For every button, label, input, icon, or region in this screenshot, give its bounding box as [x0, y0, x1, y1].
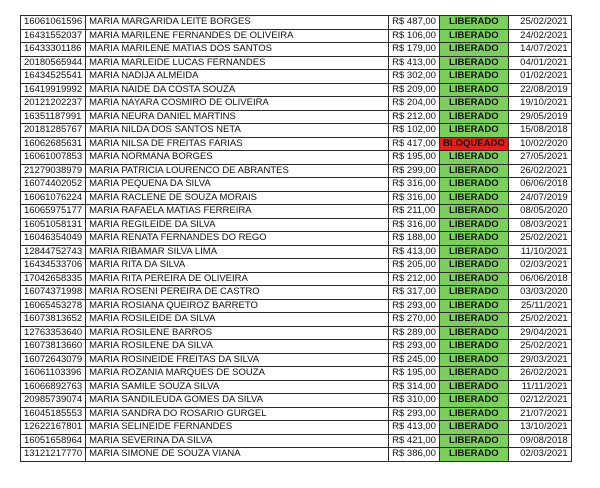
- date-cell: 25/02/2021: [508, 16, 571, 30]
- amount-cell: R$ 270,00: [389, 313, 440, 327]
- id-cell: 20180565944: [21, 56, 86, 70]
- status-badge: LIBERADO: [439, 434, 508, 448]
- table-row: [21, 97, 572, 111]
- name-cell: MARIA NADIJA ALMEIDA: [86, 70, 389, 84]
- date-cell: 25/11/2021: [508, 299, 571, 313]
- id-cell: 16066892763: [21, 380, 86, 394]
- amount-cell: R$ 310,00: [389, 394, 440, 408]
- name-cell: MARIA REGILEIDE DA SILVA: [86, 218, 389, 232]
- amount-cell: R$ 212,00: [389, 272, 440, 286]
- id-cell: 16419919992: [21, 83, 86, 97]
- id-cell: 16045185553: [21, 407, 86, 421]
- status-badge: LIBERADO: [439, 151, 508, 165]
- name-cell: MARIA ROSINEIDE FREITAS DA SILVA: [86, 353, 389, 367]
- name-cell: MARIA ROSIANA QUEIROZ BARRETO: [86, 299, 389, 313]
- id-cell: 16061103396: [21, 367, 86, 381]
- date-cell: 24/07/2019: [508, 191, 571, 205]
- amount-cell: R$ 204,00: [389, 97, 440, 111]
- id-cell: 16061007853: [21, 151, 86, 165]
- amount-cell: R$ 316,00: [389, 191, 440, 205]
- date-cell: 08/05/2020: [508, 205, 571, 219]
- table-row: [21, 380, 572, 394]
- id-cell: 16046354049: [21, 232, 86, 246]
- amount-cell: R$ 316,00: [389, 218, 440, 232]
- date-cell: 11/10/2021: [508, 245, 571, 259]
- date-cell: 29/05/2019: [508, 110, 571, 124]
- beneficiary-table: [20, 15, 572, 462]
- id-cell: 16072643079: [21, 353, 86, 367]
- id-cell: 16434525541: [21, 70, 86, 84]
- date-cell: 25/02/2021: [508, 340, 571, 354]
- amount-cell: R$ 299,00: [389, 164, 440, 178]
- amount-cell: R$ 188,00: [389, 232, 440, 246]
- name-cell: MARIA PATRICIA LOURENCO DE ABRANTES: [86, 164, 389, 178]
- status-badge: LIBERADO: [439, 272, 508, 286]
- id-cell: 16434533706: [21, 259, 86, 273]
- table-body: [21, 16, 572, 462]
- amount-cell: R$ 245,00: [389, 353, 440, 367]
- amount-cell: R$ 413,00: [389, 56, 440, 70]
- table-row: [21, 232, 572, 246]
- id-cell: 16073813652: [21, 313, 86, 327]
- table-row: [21, 83, 572, 97]
- status-badge: LIBERADO: [439, 218, 508, 232]
- status-badge: LIBERADO: [439, 164, 508, 178]
- date-cell: 06/06/2018: [508, 178, 571, 192]
- status-badge: LIBERADO: [439, 259, 508, 273]
- id-cell: 16073813660: [21, 340, 86, 354]
- table-row: [21, 259, 572, 273]
- amount-cell: R$ 211,00: [389, 205, 440, 219]
- status-badge: LIBERADO: [439, 448, 508, 462]
- table-row: [21, 299, 572, 313]
- name-cell: MARIA ROSENI PEREIRA DE CASTRO: [86, 286, 389, 300]
- amount-cell: R$ 417,00: [389, 137, 440, 151]
- table-row: [21, 394, 572, 408]
- status-badge: LIBERADO: [439, 313, 508, 327]
- status-badge: LIBERADO: [439, 353, 508, 367]
- date-cell: 22/08/2019: [508, 83, 571, 97]
- date-cell: 27/05/2021: [508, 151, 571, 165]
- id-cell: 16074402052: [21, 178, 86, 192]
- amount-cell: R$ 293,00: [389, 340, 440, 354]
- date-cell: 15/08/2018: [508, 124, 571, 138]
- status-badge: LIBERADO: [439, 16, 508, 30]
- table-row: [21, 326, 572, 340]
- name-cell: MARIA NEURA DANIEL MARTINS: [86, 110, 389, 124]
- amount-cell: R$ 293,00: [389, 299, 440, 313]
- name-cell: MARIA RACLENE DE SOUZA MORAIS: [86, 191, 389, 205]
- amount-cell: R$ 205,00: [389, 259, 440, 273]
- table-row: [21, 434, 572, 448]
- name-cell: MARIA NILDA DOS SANTOS NETA: [86, 124, 389, 138]
- id-cell: 16065975177: [21, 205, 86, 219]
- name-cell: MARIA SAMILE SOUZA SILVA: [86, 380, 389, 394]
- date-cell: 24/02/2021: [508, 29, 571, 43]
- status-badge: LIBERADO: [439, 83, 508, 97]
- status-badge: LIBERADO: [439, 232, 508, 246]
- table-row: [21, 353, 572, 367]
- name-cell: MARIA NORMANA BORGES: [86, 151, 389, 165]
- table-row: [21, 407, 572, 421]
- id-cell: 20181285767: [21, 124, 86, 138]
- date-cell: 29/04/2021: [508, 326, 571, 340]
- name-cell: MARIA PEQUENA DA SILVA: [86, 178, 389, 192]
- name-cell: MARIA ROSILENE BARROS: [86, 326, 389, 340]
- status-badge: LIBERADO: [439, 421, 508, 435]
- table-row: [21, 205, 572, 219]
- name-cell: MARIA MARILENE FERNANDES DE OLIVEIRA: [86, 29, 389, 43]
- name-cell: MARIA NAYARA COSMIRO DE OLIVEIRA: [86, 97, 389, 111]
- table-row: [21, 367, 572, 381]
- table-row: [21, 43, 572, 57]
- date-cell: 09/08/2018: [508, 434, 571, 448]
- id-cell: 16061061596: [21, 16, 86, 30]
- id-cell: 12844752743: [21, 245, 86, 259]
- amount-cell: R$ 102,00: [389, 124, 440, 138]
- table-row: [21, 151, 572, 165]
- name-cell: MARIA ROSILEIDE DA SILVA: [86, 313, 389, 327]
- amount-cell: R$ 302,00: [389, 70, 440, 84]
- id-cell: 12622167801: [21, 421, 86, 435]
- status-badge: LIBERADO: [439, 110, 508, 124]
- date-cell: 02/12/2021: [508, 394, 571, 408]
- status-badge: LIBERADO: [439, 97, 508, 111]
- table-row: [21, 313, 572, 327]
- amount-cell: R$ 487,00: [389, 16, 440, 30]
- amount-cell: R$ 293,00: [389, 407, 440, 421]
- status-badge: LIBERADO: [439, 380, 508, 394]
- table-row: [21, 16, 572, 30]
- id-cell: 17042658335: [21, 272, 86, 286]
- id-cell: 16051058131: [21, 218, 86, 232]
- status-badge: LIBERADO: [439, 245, 508, 259]
- amount-cell: R$ 316,00: [389, 178, 440, 192]
- name-cell: MARIA ROZANIA MARQUES DE SOUZA: [86, 367, 389, 381]
- name-cell: MARIA SANDILEUDA GOMES DA SILVA: [86, 394, 389, 408]
- status-badge: LIBERADO: [439, 286, 508, 300]
- status-badge: LIBERADO: [439, 70, 508, 84]
- amount-cell: R$ 413,00: [389, 245, 440, 259]
- id-cell: 16074371998: [21, 286, 86, 300]
- name-cell: MARIA NILSA DE FREITAS FARIAS: [86, 137, 389, 151]
- id-cell: 12763353640: [21, 326, 86, 340]
- status-badge: LIBERADO: [439, 124, 508, 138]
- date-cell: 06/06/2018: [508, 272, 571, 286]
- table-row: [21, 448, 572, 462]
- amount-cell: R$ 209,00: [389, 83, 440, 97]
- table-row: [21, 178, 572, 192]
- date-cell: 14/07/2021: [508, 43, 571, 57]
- date-cell: 10/02/2020: [508, 137, 571, 151]
- status-badge: LIBERADO: [439, 205, 508, 219]
- amount-cell: R$ 195,00: [389, 151, 440, 165]
- name-cell: MARIA SEVERINA DA SILVA: [86, 434, 389, 448]
- status-badge: LIBERADO: [439, 340, 508, 354]
- date-cell: 04/01/2021: [508, 56, 571, 70]
- name-cell: MARIA RIBAMAR SILVA LIMA: [86, 245, 389, 259]
- table-row: [21, 421, 572, 435]
- date-cell: 25/02/2021: [508, 313, 571, 327]
- status-badge: LIBERADO: [439, 407, 508, 421]
- table-row: [21, 124, 572, 138]
- name-cell: MARIA SELINEIDE FERNANDES: [86, 421, 389, 435]
- date-cell: 11/11/2021: [508, 380, 571, 394]
- date-cell: 21/07/2021: [508, 407, 571, 421]
- name-cell: MARIA MARLEIDE LUCAS FERNANDES: [86, 56, 389, 70]
- date-cell: 03/03/2020: [508, 286, 571, 300]
- status-badge: LIBERADO: [439, 43, 508, 57]
- table-row: [21, 56, 572, 70]
- date-cell: 26/02/2021: [508, 164, 571, 178]
- name-cell: MARIA RAFAELA MATIAS FERREIRA: [86, 205, 389, 219]
- table-row: [21, 245, 572, 259]
- status-badge: LIBERADO: [439, 191, 508, 205]
- amount-cell: R$ 421,00: [389, 434, 440, 448]
- id-cell: 16065453278: [21, 299, 86, 313]
- status-badge: LIBERADO: [439, 178, 508, 192]
- date-cell: 29/03/2021: [508, 353, 571, 367]
- table-row: [21, 218, 572, 232]
- amount-cell: R$ 195,00: [389, 367, 440, 381]
- date-cell: 25/02/2021: [508, 232, 571, 246]
- id-cell: 16351187991: [21, 110, 86, 124]
- amount-cell: R$ 106,00: [389, 29, 440, 43]
- id-cell: 16433301186: [21, 43, 86, 57]
- name-cell: MARIA MARILENE MATIAS DOS SANTOS: [86, 43, 389, 57]
- table-row: [21, 110, 572, 124]
- date-cell: 02/03/2021: [508, 259, 571, 273]
- name-cell: MARIA RENATA FERNANDES DO REGO: [86, 232, 389, 246]
- amount-cell: R$ 314,00: [389, 380, 440, 394]
- status-badge: LIBERADO: [439, 56, 508, 70]
- name-cell: MARIA RITA PEREIRA DE OLIVEIRA: [86, 272, 389, 286]
- amount-cell: R$ 317,00: [389, 286, 440, 300]
- date-cell: 02/03/2021: [508, 448, 571, 462]
- id-cell: 13121217770: [21, 448, 86, 462]
- name-cell: MARIA RITA DA SILVA: [86, 259, 389, 273]
- name-cell: MARIA MARGARIDA LEITE BORGES: [86, 16, 389, 30]
- table-row: [21, 286, 572, 300]
- status-badge: LIBERADO: [439, 367, 508, 381]
- table-row: [21, 164, 572, 178]
- date-cell: 01/02/2021: [508, 70, 571, 84]
- status-badge: BLOQUEADO: [439, 137, 508, 151]
- table-row: [21, 340, 572, 354]
- table-row: [21, 137, 572, 151]
- table-row: [21, 29, 572, 43]
- id-cell: 20985739074: [21, 394, 86, 408]
- status-badge: LIBERADO: [439, 299, 508, 313]
- date-cell: 26/02/2021: [508, 367, 571, 381]
- status-badge: LIBERADO: [439, 394, 508, 408]
- date-cell: 13/10/2021: [508, 421, 571, 435]
- date-cell: 19/10/2021: [508, 97, 571, 111]
- id-cell: 16051658964: [21, 434, 86, 448]
- amount-cell: R$ 386,00: [389, 448, 440, 462]
- amount-cell: R$ 289,00: [389, 326, 440, 340]
- date-cell: 08/03/2021: [508, 218, 571, 232]
- table-row: [21, 272, 572, 286]
- name-cell: MARIA ROSILENE DA SILVA: [86, 340, 389, 354]
- id-cell: 16062685631: [21, 137, 86, 151]
- status-badge: LIBERADO: [439, 29, 508, 43]
- id-cell: 16431552037: [21, 29, 86, 43]
- amount-cell: R$ 212,00: [389, 110, 440, 124]
- amount-cell: R$ 179,00: [389, 43, 440, 57]
- id-cell: 20121202237: [21, 97, 86, 111]
- table-row: [21, 70, 572, 84]
- status-badge: LIBERADO: [439, 326, 508, 340]
- id-cell: 16061076224: [21, 191, 86, 205]
- name-cell: MARIA SANDRA DO ROSARIO GURGEL: [86, 407, 389, 421]
- name-cell: MARIA SIMONE DE SOUZA VIANA: [86, 448, 389, 462]
- amount-cell: R$ 413,00: [389, 421, 440, 435]
- table-row: [21, 191, 572, 205]
- id-cell: 21279038979: [21, 164, 86, 178]
- name-cell: MARIA NAIDE DA COSTA SOUZA: [86, 83, 389, 97]
